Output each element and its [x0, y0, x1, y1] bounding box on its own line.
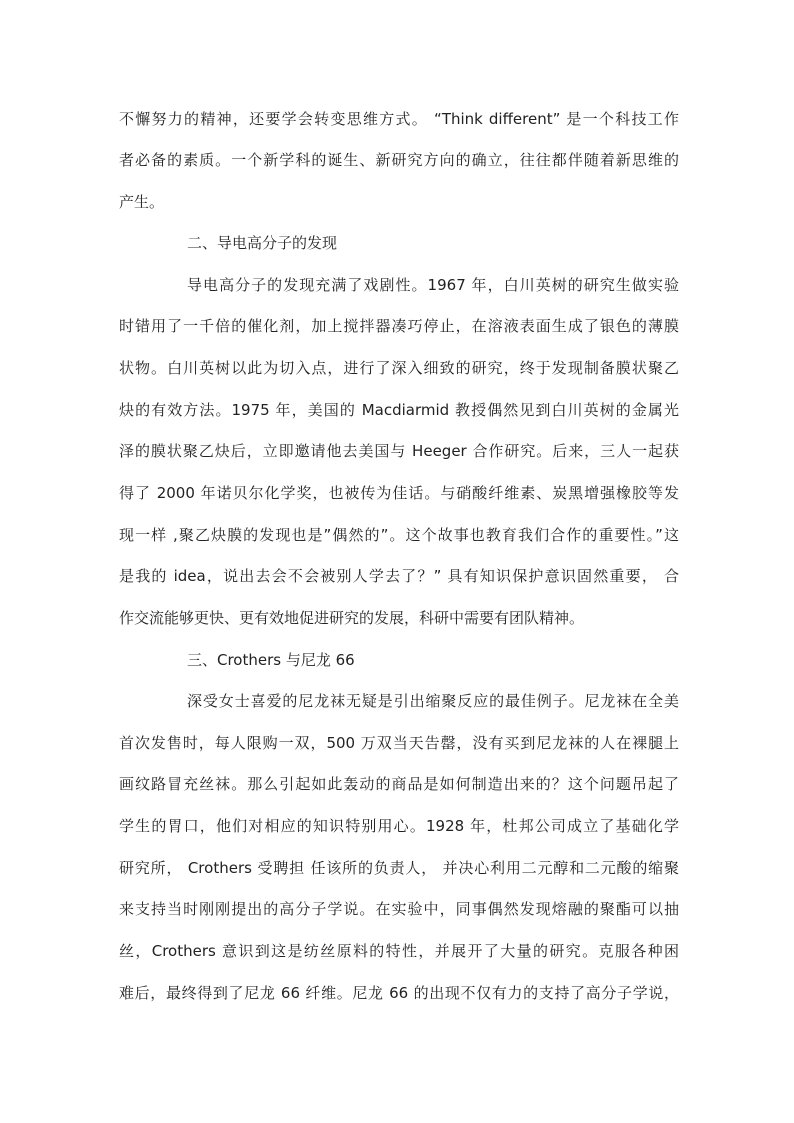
paragraph-line: 泽的膜状聚乙炔后，立即邀请他去美国与 Heeger 合作研究。后来，三人一起获 — [119, 442, 679, 460]
paragraph-line: 画纹路冒充丝袜。那么引起如此轰动的商品是如何制造出来的？这个问题吊起了 — [119, 775, 679, 793]
paragraph-line: 炔的有效方法。1975 年，美国的 Macdiarmid 教授偶然见到白川英树的金属光 — [119, 401, 679, 419]
paragraph-line: 难后，最终得到了尼龙 66 纤维。尼龙 66 的出现不仅有力的支持了高分子学说， — [119, 984, 679, 1002]
section-heading: 二、导电高分子的发现 — [187, 234, 338, 252]
paragraph-line: 导电高分子的发现充满了戏剧性。1967 年，白川英树的研究生做实验 — [187, 276, 679, 294]
paragraph-line: 者必备的素质。一个新学科的诞生、新研究方向的确立，往往都伴随着新思维的 — [119, 151, 679, 169]
paragraph-line: 首次发售时，每人限购一双，500 万双当天告罄，没有买到尼龙袜的人在裸腿上 — [119, 734, 679, 752]
paragraph-line: 时错用了一千倍的催化剂，加上搅拌器凑巧停止，在溶液表面生成了银色的薄膜 — [119, 317, 679, 335]
paragraph-line: 作交流能够更快、更有效地促进研究的发展，科研中需要有团队精神。 — [119, 609, 585, 627]
paragraph-line: 学生的胃口，他们对相应的知识特别用心。1928 年，杜邦公司成立了基础化学 — [119, 817, 679, 835]
paragraph-line: 得了 2000 年诺贝尔化学奖，也被传为佳话。与硝酸纤维素、炭黑增强橡胶等发 — [119, 484, 679, 502]
paragraph-line: 丝，Crothers 意识到这是纺丝原料的特性，并展开了大量的研究。克服各种困 — [119, 942, 679, 960]
paragraph-line: 不懈努力的精神，还要学会转变思维方式。 “Think different” 是一个科技工作 — [119, 110, 679, 128]
paragraph-line: 状物。白川英树以此为切入点，进行了深入细致的研究，终于发现制备膜状聚乙 — [119, 359, 679, 377]
paragraph-line: 产生。 — [119, 193, 165, 211]
paragraph-line: 是我的 idea，说出去会不会被别人学去了？” 具有知识保护意识固然重要， 合 — [119, 567, 679, 585]
paragraph-line: 来支持当时刚刚提出的高分子学说。在实验中，同事偶然发现熔融的聚酯可以抽 — [119, 900, 679, 918]
paragraph-line: 研究所， Crothers 受聘担 任该所的负责人， 并决心利用二元醇和二元酸的缩聚 — [119, 859, 679, 877]
section-heading: 三、Crothers 与尼龙 66 — [187, 651, 355, 669]
paragraph-line: 现一样 ,聚乙炔膜的发现也是”偶然的”。这个故事也教育我们合作的重要性。”这 — [119, 526, 679, 544]
paragraph-line: 深受女士喜爱的尼龙袜无疑是引出缩聚反应的最佳例子。尼龙袜在全美 — [187, 692, 679, 710]
